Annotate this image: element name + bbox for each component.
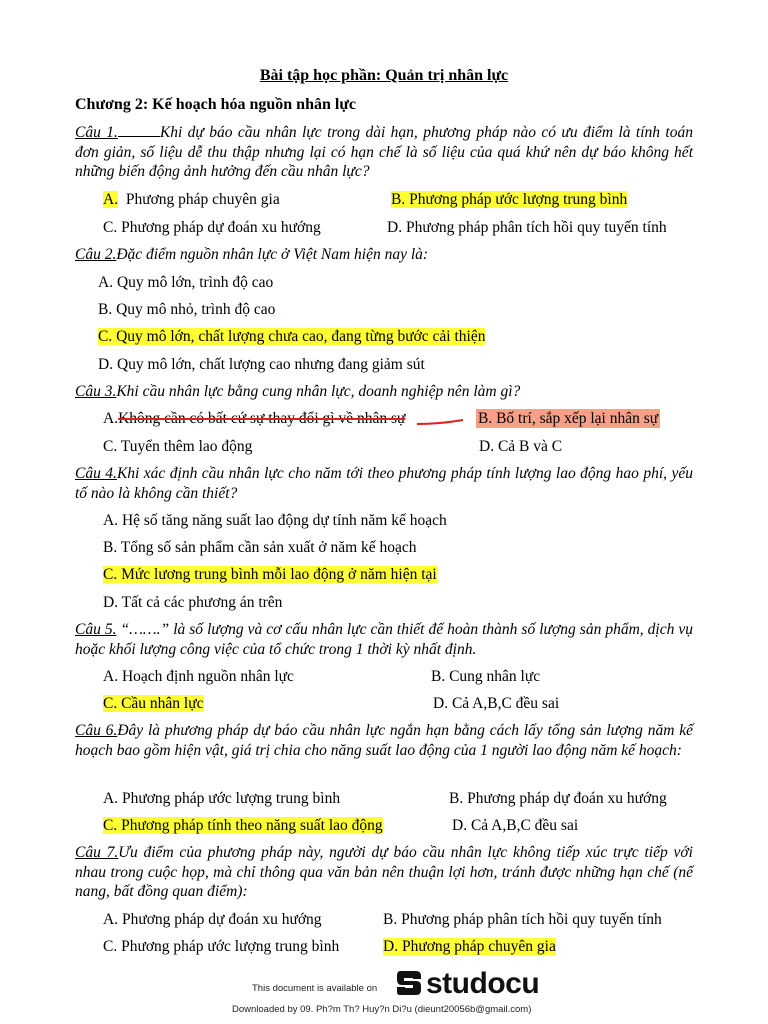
- q3-option-a[interactable]: [103, 409, 405, 428]
- q7-option-a[interactable]: A. Phương pháp dự đoán xu hướng: [103, 911, 322, 928]
- studocu-logo-icon: [396, 969, 422, 997]
- question-text: “…….” là số lượng và cơ cấu nhân lực cần thiết để hoàn thành số lượng sản phẩm, dịch vụ hoặc khối lượng công việc của tổ chức trong 1 thời kỳ nhất định.: [75, 621, 693, 658]
- question-7: [75, 843, 693, 902]
- q7-option-c[interactable]: C. Phương pháp ước lượng trung bình: [103, 938, 340, 955]
- question-label: Câu 5.: [75, 621, 117, 638]
- q4-option-a[interactable]: A. Hệ số tăng năng suất lao động dự tính năm kế hoạch: [103, 512, 447, 529]
- q7-option-b[interactable]: B. Phương pháp phân tích hồi quy tuyến tính: [383, 911, 662, 928]
- option-letter: A.: [103, 191, 119, 208]
- q3-option-d[interactable]: D. Cả B và C: [479, 438, 563, 455]
- q3-option-c[interactable]: C. Tuyển thêm lao động: [103, 438, 253, 455]
- question-label: Câu 6.: [75, 722, 118, 739]
- q2-option-d[interactable]: D. Quy mô lớn, chất lượng cao nhưng đang giảm sút: [98, 356, 425, 373]
- option-text: D. Phương pháp chuyên gia: [383, 938, 556, 955]
- question-label: Câu 4.: [75, 465, 117, 482]
- q5-option-a[interactable]: A. Hoạch định nguồn nhân lực: [103, 668, 294, 685]
- q4-option-c[interactable]: [103, 565, 437, 584]
- question-text: Khi xác định cầu nhân lực cho năm tới theo phương pháp tính lượng lao động hao phí, yếu tố nào là không cần thiết?: [75, 465, 693, 502]
- q6-option-b[interactable]: B. Phương pháp dự đoán xu hướng: [449, 790, 667, 807]
- option-text: B. Bố trí, sắp xếp lại nhân sự: [478, 410, 659, 427]
- q6-option-a[interactable]: A. Phương pháp ước lượng trung bình: [103, 790, 341, 807]
- q7-option-d[interactable]: [383, 937, 556, 956]
- q1-option-d[interactable]: D. Phương pháp phân tích hồi quy tuyến tính: [387, 219, 667, 236]
- strike-mark: [415, 412, 465, 434]
- option-text: B. Phương pháp ước lượng trung bình: [391, 191, 628, 208]
- q5-option-d[interactable]: D. Cả A,B,C đều sai: [433, 695, 560, 712]
- q6-option-d[interactable]: D. Cả A,B,C đều sai: [452, 817, 579, 834]
- question-3: [75, 382, 693, 402]
- q2-option-c[interactable]: [98, 327, 485, 346]
- q2-option-a[interactable]: A. Quy mô lớn, trình độ cao: [98, 274, 274, 291]
- question-4: [75, 464, 693, 503]
- question-label: Câu 7.: [75, 844, 119, 861]
- question-5: [75, 620, 693, 659]
- question-text: Khi dự báo cầu nhân lực trong dài hạn, phương pháp nào có ưu điểm là tính toán đơn giản, số liệu dễ thu thập nhưng lại có hạn chế là số liệu của quá khứ nên dự báo không hết những biến động ảnh hưởng đến cầu nhân lực?: [75, 124, 693, 180]
- chapter-heading: Chương 2: Kế hoạch hóa nguồn nhân lực: [75, 96, 357, 113]
- q4-option-b[interactable]: B. Tổng số sản phẩm cần sản xuất ở năm kế hoạch: [103, 539, 417, 556]
- option-text: C. Cầu nhân lực: [103, 695, 204, 712]
- q3-option-b[interactable]: [473, 408, 663, 429]
- document-title: Bài tập học phần: Quản trị nhân lực: [259, 67, 509, 84]
- option-text: C. Phương pháp tính theo năng suất lao động: [103, 817, 383, 834]
- question-1: [75, 123, 693, 182]
- question-label: Câu 1.: [75, 124, 118, 141]
- studocu-brand[interactable]: studocu: [426, 967, 540, 1000]
- footer-available-text: This document is available on: [252, 983, 378, 994]
- q2-option-b[interactable]: B. Quy mô nhỏ, trình độ cao: [98, 301, 276, 318]
- question-text: Đây là phương pháp dự báo cầu nhân lực ngắn hạn bằng cách lấy tổng sản lượng năm kế hoạch bao gồm hiện vật, giá trị chia cho năng suất lao động của 1 người lao động năm kế hoạch:: [75, 722, 693, 759]
- question-text: Ưu điểm của phương pháp này, người dự báo cầu nhân lực không tiếp xúc trực tiếp với nhau trong cuộc họp, mà chỉ thông qua văn bản nên thuận lợi hơn, tránh được những hạn chế (nể nang, bất đồng quan điểm):: [75, 844, 693, 900]
- question-text: Đặc điểm nguồn nhân lực ở Việt Nam hiện nay là:: [116, 246, 429, 263]
- q1-option-c[interactable]: C. Phương pháp dự đoán xu hướng: [103, 219, 321, 236]
- q1-option-b[interactable]: [391, 190, 627, 209]
- option-letter: A.: [103, 410, 119, 427]
- question-6: [75, 721, 693, 760]
- footer-downloaded-text: Downloaded by 09. Ph?m Th? Huy?n Di?u (dieunt20056b@gmail.com): [232, 1004, 532, 1015]
- q5-option-c[interactable]: [103, 694, 204, 713]
- option-text-struck: Không cần có bất cứ sự thay đổi gì về nhân sự: [118, 410, 406, 427]
- option-text: Phương pháp chuyên gia: [125, 191, 280, 208]
- question-2: [75, 245, 693, 265]
- option-text: C. Quy mô lớn, chất lượng chưa cao, đang từng bước cải thiện: [98, 328, 486, 345]
- blank-line: [118, 125, 160, 137]
- option-text: C. Mức lương trung bình mỗi lao động ở năm hiện tại: [103, 566, 437, 583]
- q5-option-b[interactable]: B. Cung nhân lực: [431, 668, 541, 685]
- question-label: Câu 2.: [75, 246, 117, 263]
- question-text: Khi cầu nhân lực bằng cung nhân lực, doanh nghiệp nên làm gì?: [116, 383, 521, 400]
- q1-option-a[interactable]: [103, 190, 280, 209]
- q4-option-d[interactable]: D. Tất cả các phương án trên: [103, 594, 283, 611]
- question-label: Câu 3.: [75, 383, 117, 400]
- q6-option-c[interactable]: [103, 816, 383, 835]
